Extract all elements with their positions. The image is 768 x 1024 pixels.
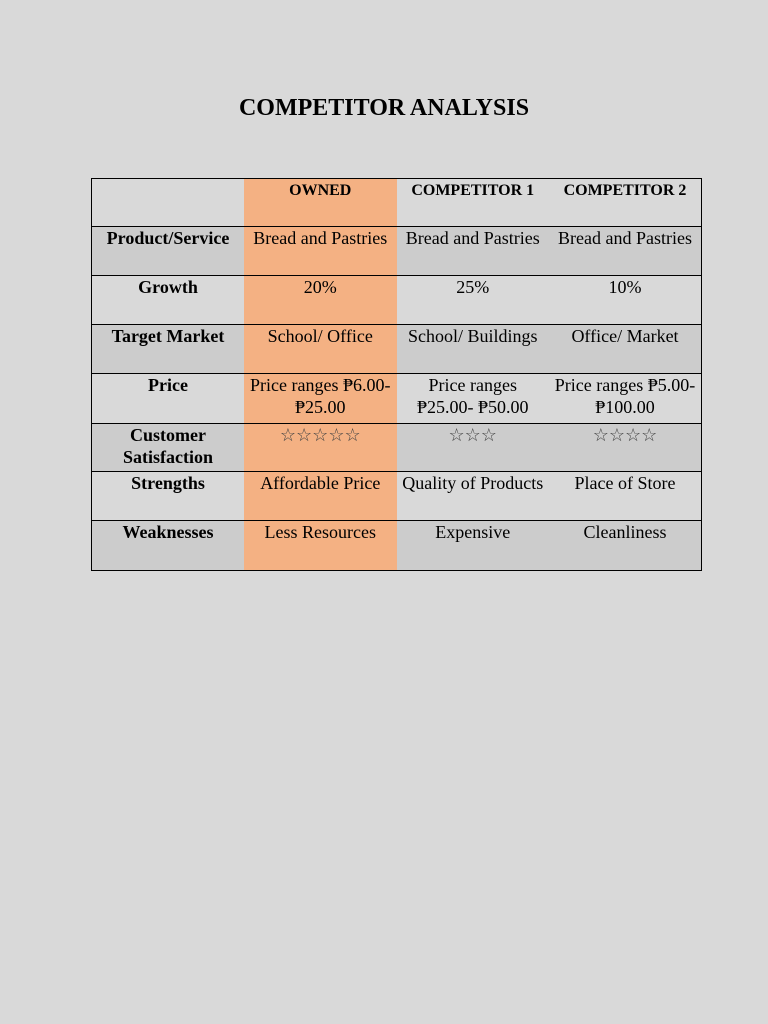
row-label-target-market: Target Market	[92, 325, 245, 374]
header-cell-competitor-1: COMPETITOR 1	[397, 179, 550, 227]
table-cell: Expensive	[397, 521, 550, 571]
rating-stars-competitor-2: ☆☆☆☆	[549, 424, 702, 472]
rating-stars-competitor-1: ☆☆☆	[397, 424, 550, 472]
row-label-customer-satisfaction: Customer Satisfaction	[92, 424, 245, 472]
table-cell: School/ Office	[244, 325, 397, 374]
header-cell-empty	[92, 179, 245, 227]
table-cell: 10%	[549, 276, 702, 325]
table-cell: Cleanliness	[549, 521, 702, 571]
table-cell: Price ranges ₱6.00- ₱25.00	[244, 374, 397, 424]
table-cell: Bread and Pastries	[549, 227, 702, 276]
table-row	[92, 472, 702, 521]
table-cell: Bread and Pastries	[244, 227, 397, 276]
table-cell: Affordable Price	[244, 472, 397, 521]
page-title: COMPETITOR ANALYSIS	[238, 95, 530, 121]
rating-stars-owned: ☆☆☆☆☆	[244, 424, 397, 472]
table-cell: Less Resources	[244, 521, 397, 571]
header-cell-owned: OWNED	[244, 179, 397, 227]
table-row	[92, 424, 702, 472]
row-label-strengths: Strengths	[92, 472, 245, 521]
table-cell: Price ranges ₱5.00- ₱100.00	[549, 374, 702, 424]
row-label-price: Price	[92, 374, 245, 424]
table-row	[92, 227, 702, 276]
table-row	[92, 374, 702, 424]
header-cell-competitor-2: COMPETITOR 2	[549, 179, 702, 227]
table-cell: Place of Store	[549, 472, 702, 521]
table-row	[92, 521, 702, 571]
row-label-product-service: Product/Service	[92, 227, 245, 276]
table-row	[92, 325, 702, 374]
table-cell: 25%	[397, 276, 550, 325]
table-cell: 20%	[244, 276, 397, 325]
row-label-growth: Growth	[92, 276, 245, 325]
table-cell: Price ranges ₱25.00- ₱50.00	[397, 374, 550, 424]
table-row	[92, 276, 702, 325]
table-cell: Office/ Market	[549, 325, 702, 374]
row-label-weaknesses: Weaknesses	[92, 521, 245, 571]
competitor-table	[91, 178, 702, 571]
table-cell: Quality of Products	[397, 472, 550, 521]
table-cell: School/ Buildings	[397, 325, 550, 374]
table-cell: Bread and Pastries	[397, 227, 550, 276]
table-header-row	[92, 179, 702, 227]
